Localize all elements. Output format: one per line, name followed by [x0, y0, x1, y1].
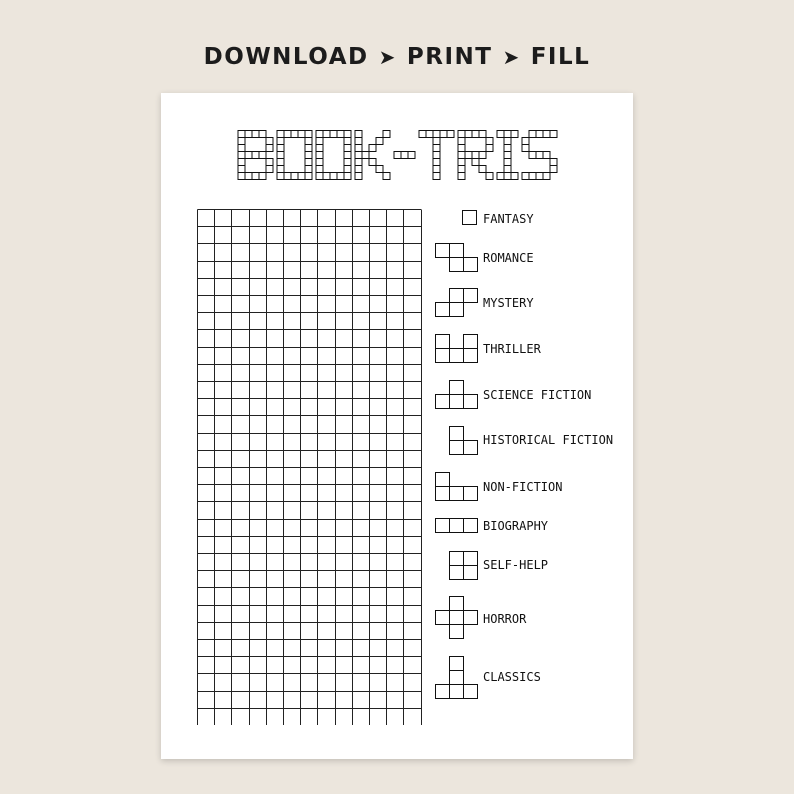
title-letter — [394, 152, 415, 159]
title-letter — [419, 131, 454, 180]
title-pixel — [259, 152, 266, 159]
arrow-right-icon: ➤ — [502, 45, 521, 69]
title-pixel — [529, 173, 536, 180]
title-pixel — [291, 173, 298, 180]
title-pixel — [408, 152, 415, 159]
title-pixel — [504, 152, 511, 159]
title-pixel — [277, 152, 284, 159]
title-letter — [277, 131, 312, 180]
title-pixel — [238, 145, 245, 152]
title-pixel — [543, 173, 550, 180]
title-pixel — [238, 138, 245, 145]
title-pixel — [316, 131, 323, 138]
legend-item-horror — [161, 596, 633, 640]
title-pixel — [316, 145, 323, 152]
title-pixel — [305, 166, 312, 173]
title-pixel — [316, 138, 323, 145]
title-pixel — [458, 145, 465, 152]
title-pixel — [433, 173, 440, 180]
title-pixel — [433, 166, 440, 173]
title-pixel — [426, 131, 433, 138]
title-pixel — [252, 152, 259, 159]
title-pixel — [277, 131, 284, 138]
title-pixel — [277, 159, 284, 166]
title-pixel — [376, 138, 383, 145]
self-help-piece-icon — [449, 551, 479, 581]
title-pixel — [504, 166, 511, 173]
title-pixel — [511, 131, 518, 138]
legend-label-historical-fiction: HISTORICAL FICTION — [483, 433, 614, 447]
title-pixel — [550, 166, 557, 173]
title-letter — [355, 131, 390, 180]
title-pixel — [486, 138, 493, 145]
title-pixel — [316, 166, 323, 173]
title-pixel — [401, 152, 408, 159]
title-pixel — [355, 152, 362, 159]
title-pixel — [277, 173, 284, 180]
title-letter — [458, 131, 493, 180]
title-pixel — [316, 159, 323, 166]
title-pixel — [511, 173, 518, 180]
title-pixel — [344, 138, 351, 145]
step-fill: FILL — [530, 44, 591, 70]
title-pixel — [344, 159, 351, 166]
step-print: PRINT — [406, 44, 493, 70]
title-pixel — [266, 159, 273, 166]
title-pixel — [330, 131, 337, 138]
title-pixel — [486, 173, 493, 180]
title-pixel — [543, 131, 550, 138]
title-pixel — [259, 173, 266, 180]
arrow-right-icon: ➤ — [378, 45, 397, 69]
mystery-piece-icon — [435, 288, 479, 318]
title-pixel — [323, 173, 330, 180]
title-letter — [238, 131, 273, 180]
sheet-title — [161, 93, 633, 193]
title-pixel — [355, 131, 362, 138]
title-pixel — [536, 131, 543, 138]
title-pixel — [305, 131, 312, 138]
title-pixel — [284, 173, 291, 180]
title-letter — [316, 131, 351, 180]
title-pixel — [305, 173, 312, 180]
science-fiction-piece-icon — [435, 380, 479, 410]
title-pixel — [522, 138, 529, 145]
title-pixel — [369, 159, 376, 166]
title-pixel — [433, 138, 440, 145]
title-pixel — [458, 173, 465, 180]
title-pixel — [355, 138, 362, 145]
title-pixel — [298, 173, 305, 180]
title-pixel — [497, 131, 504, 138]
title-pixel — [433, 131, 440, 138]
title-pixel — [479, 166, 486, 173]
thriller-piece-icon — [435, 334, 479, 364]
legend-item-historical-fiction — [161, 424, 633, 458]
title-pixel — [504, 138, 511, 145]
legend-item-fantasy — [161, 203, 633, 237]
title-pixel — [479, 152, 486, 159]
legend-label-classics: CLASSICS — [483, 670, 541, 684]
title-pixel — [504, 173, 511, 180]
legend-item-romance — [161, 241, 633, 275]
title-pixel — [433, 145, 440, 152]
title-pixel — [344, 145, 351, 152]
legend-label-horror: HORROR — [483, 612, 527, 626]
title-pixel — [305, 152, 312, 159]
horror-piece-icon — [435, 596, 479, 640]
title-pixel — [252, 131, 259, 138]
download-print-fill-banner — [0, 44, 794, 70]
title-pixel — [337, 173, 344, 180]
title-pixel — [536, 173, 543, 180]
title-pixel — [238, 166, 245, 173]
historical-fiction-piece-icon — [449, 426, 479, 456]
legend-label-self-help: SELF-HELP — [483, 558, 549, 572]
title-pixel — [277, 138, 284, 145]
title-pixel — [458, 166, 465, 173]
title-pixel — [259, 131, 266, 138]
title-pixel — [277, 166, 284, 173]
title-pixel — [266, 138, 273, 145]
title-pixel — [252, 173, 259, 180]
legend-item-biography — [161, 515, 633, 549]
title-pixel — [323, 131, 330, 138]
title-pixel — [330, 173, 337, 180]
title-pixel — [291, 131, 298, 138]
title-pixel — [355, 166, 362, 173]
title-pixel — [536, 152, 543, 159]
legend-item-mystery — [161, 286, 633, 320]
title-pixel — [238, 173, 245, 180]
title-pixel — [316, 152, 323, 159]
classics-piece-icon — [435, 656, 479, 700]
title-pixel — [433, 159, 440, 166]
title-pixel — [238, 131, 245, 138]
legend-label-science-fiction: SCIENCE FICTION — [483, 388, 592, 402]
title-pixel — [344, 152, 351, 159]
title-pixel — [355, 159, 362, 166]
title-pixel — [305, 159, 312, 166]
legend-item-non-fiction — [161, 470, 633, 504]
title-pixel — [504, 159, 511, 166]
title-pixel — [433, 152, 440, 159]
title-pixel — [266, 145, 273, 152]
title-pixel — [522, 173, 529, 180]
title-pixel — [550, 159, 557, 166]
title-pixel — [529, 131, 536, 138]
title-pixel — [543, 152, 550, 159]
legend-label-romance: ROMANCE — [483, 251, 534, 265]
title-pixel — [458, 152, 465, 159]
romance-piece-icon — [435, 243, 479, 273]
title-letter — [522, 131, 557, 180]
title-pixel — [369, 145, 376, 152]
title-pixel — [305, 138, 312, 145]
title-pixel — [497, 173, 504, 180]
title-pixel — [479, 131, 486, 138]
title-pixel — [266, 166, 273, 173]
title-pixel — [284, 131, 291, 138]
title-pixel — [245, 131, 252, 138]
title-letter — [497, 131, 518, 180]
legend-item-classics — [161, 656, 633, 700]
title-pixel — [277, 145, 284, 152]
title-pixel — [458, 159, 465, 166]
title-pixel — [486, 145, 493, 152]
title-pixel — [394, 152, 401, 159]
title-pixel — [447, 131, 454, 138]
title-pixel — [344, 173, 351, 180]
title-pixel — [305, 145, 312, 152]
title-pixel — [458, 131, 465, 138]
title-pixel — [298, 131, 305, 138]
title-pixel — [238, 152, 245, 159]
title-pixel — [550, 131, 557, 138]
title-pixel — [362, 152, 369, 159]
legend-item-self-help — [161, 549, 633, 583]
legend-label-fantasy: FANTASY — [483, 212, 534, 226]
title-pixel — [522, 145, 529, 152]
title-pixel — [440, 131, 447, 138]
title-pixel — [245, 173, 252, 180]
legend-label-biography: BIOGRAPHY — [483, 519, 549, 533]
title-pixel — [472, 159, 479, 166]
legend-item-thriller — [161, 332, 633, 366]
title-pixel — [344, 131, 351, 138]
title-pixel — [383, 131, 390, 138]
title-pixel — [504, 131, 511, 138]
title-pixel — [355, 173, 362, 180]
legend-label-mystery: MYSTERY — [483, 296, 534, 310]
title-pixel — [504, 145, 511, 152]
title-pixel — [458, 138, 465, 145]
fantasy-piece-icon — [462, 210, 478, 226]
step-download: DOWNLOAD — [203, 44, 369, 70]
title-pixel — [238, 159, 245, 166]
title-pixel — [344, 166, 351, 173]
title-pixel — [355, 145, 362, 152]
title-pixel — [337, 131, 344, 138]
title-pixel — [316, 173, 323, 180]
title-pixel — [245, 152, 252, 159]
legend-item-science-fiction — [161, 378, 633, 412]
title-pixel — [383, 173, 390, 180]
legend-label-thriller: THRILLER — [483, 342, 541, 356]
title-pixel — [465, 152, 472, 159]
title-pixel — [376, 166, 383, 173]
biography-piece-icon — [435, 518, 479, 534]
title-pixel — [465, 131, 472, 138]
title-pixel — [529, 152, 536, 159]
legend-label-non-fiction: NON-FICTION — [483, 480, 563, 494]
title-pixel — [472, 152, 479, 159]
printable-sheet — [161, 93, 633, 759]
title-pixel — [419, 131, 426, 138]
non-fiction-piece-icon — [435, 472, 479, 502]
title-pixel — [472, 131, 479, 138]
